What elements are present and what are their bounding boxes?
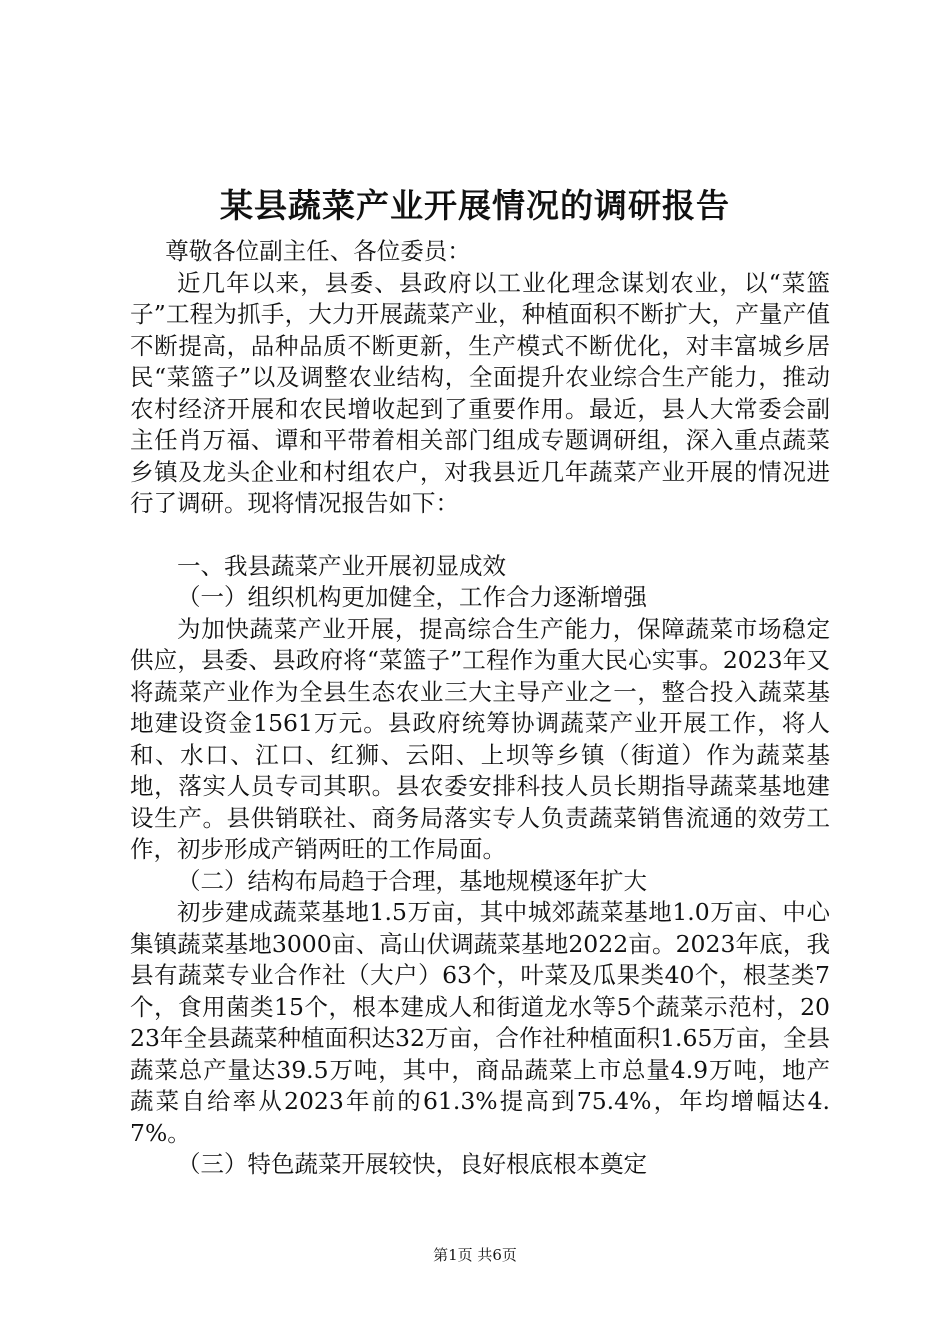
intro-paragraph: 近几年以来，县委、县政府以工业化理念谋划农业，以“菜篮子”工程为抓手，大力开展蔬菜产业，种植面积不断扩大，产量产值不断提高，品种品质不断更新，生产模式不断优化，对丰富城乡居民“菜篮子”以及调整农业结构，全面提升农业综合生产能力，推动农村经济开展和农民增收起到了重要作用。最近，县人大常委会副主任肖万福、谭和平带着相关部门组成专题调研组，深入重点蔬菜乡镇及龙头企业和村组农户，对我县近几年蔬菜产业开展的情况进行了调研。现将情况报告如下： bbox=[130, 268, 830, 517]
paragraph-gap bbox=[130, 520, 830, 551]
subsection-paragraph-1: 为加快蔬菜产业开展，提高综合生产能力，保障蔬菜市场稳定供应，县委、县政府将“菜篮子”工程作为重大民心实事。2023年又将蔬菜产业作为全县生态农业三大主导产业之一，整合投入蔬菜基地建设资金1561万元。县政府统筹协调蔬菜产业开展工作，将人和、水口、江口、红狮、云阳、上坝等乡镇（街道）作为蔬菜基地，落实人员专司其职。县农委安排科技人员长期指导蔬菜基地建设生产。县供销联社、商务局落实专人负责蔬菜销售流通的效劳工作，初步形成产销两旺的工作局面。 bbox=[130, 614, 830, 863]
document-body bbox=[130, 236, 830, 1181]
salutation: 尊敬各位副主任、各位委员： bbox=[165, 237, 471, 265]
subsection-heading-2: （二）结构布局趋于合理，基地规模逐年扩大 bbox=[177, 866, 647, 895]
subsection-paragraph-2: 初步建成蔬菜基地1.5万亩，其中城郊蔬菜基地1.0万亩、中心集镇蔬菜基地3000亩、高山伏调蔬菜基地2022亩。2023年底，我县有蔬菜专业合作社（大户）63个，叶菜及瓜果类40个，根茎类7个，食用菌类15个，根本建成人和街道龙水等5个蔬菜示范村，2023年全县蔬菜种植面积达32万亩，合作社种植面积1.65万亩，全县蔬菜总产量达39.5万吨，其中，商品蔬菜上市总量4.9万吨，地产蔬菜自给率从2023年前的61.3%提高到75.4%，年均增幅达4.7%。 bbox=[130, 898, 830, 1147]
document-title: 某县蔬菜产业开展情况的调研报告 bbox=[220, 186, 730, 225]
section-heading-1: 一、我县蔬菜产业开展初显成效 bbox=[177, 551, 506, 580]
subsection-heading-1: （一）组织机构更加健全，工作合力逐渐增强 bbox=[177, 583, 647, 611]
page-footer: 第1页 共6页 bbox=[433, 1246, 517, 1264]
subsection-heading-3: （三）特色蔬菜开展较快，良好根底根本奠定 bbox=[177, 1150, 647, 1178]
